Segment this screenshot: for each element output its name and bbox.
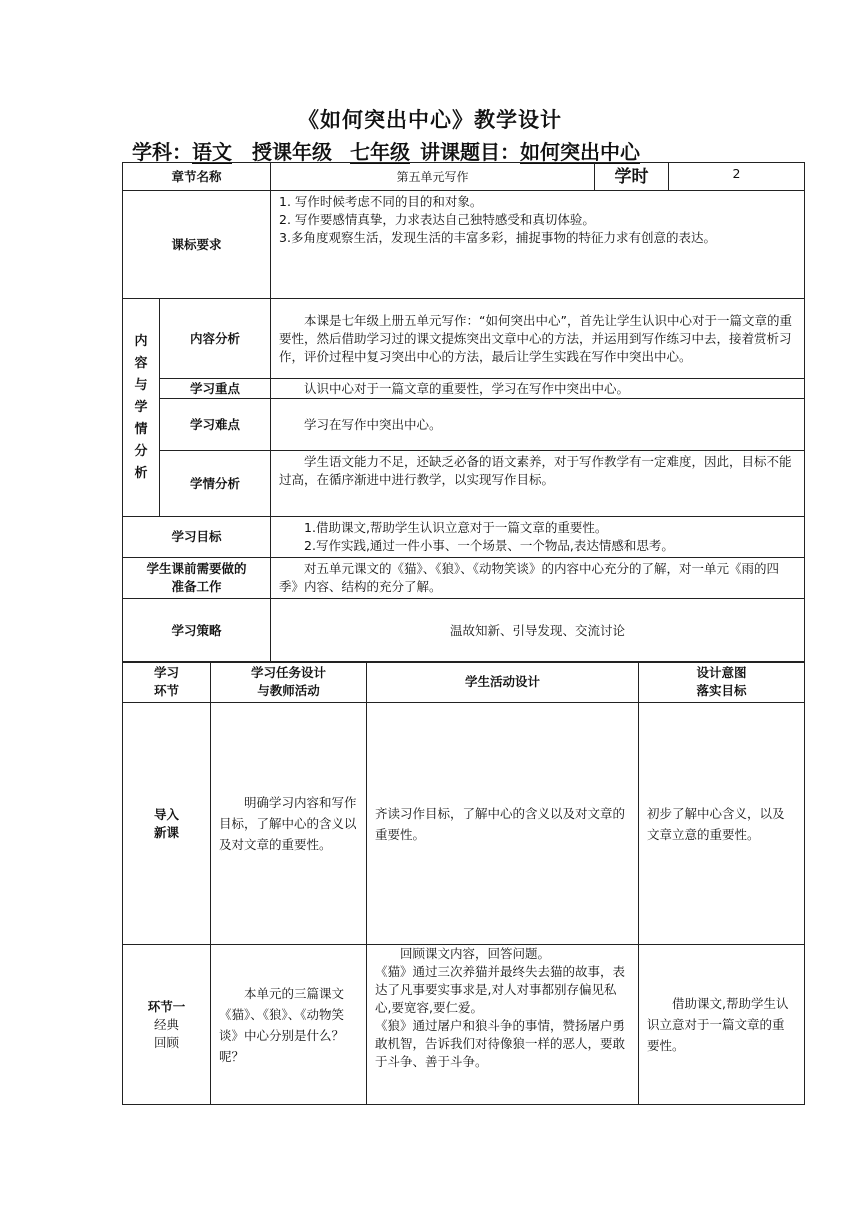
content-row — [123, 299, 805, 379]
hours-label: 学时 — [595, 163, 669, 191]
focus-row — [123, 379, 805, 399]
stage-intro: 导入 新课 — [123, 703, 211, 945]
task-intro: 明确学习内容和写作目标，了解中心的含义以及对文章的重要性。 — [211, 703, 367, 945]
intent-review: 借助课文,帮助学生认识立意对于一篇文章的重要性。 — [639, 945, 805, 1105]
header-task: 学习任务设计 与教师活动 — [211, 662, 367, 703]
student-review: 回顾课文内容，回答问题。 《猫》通过三次养猫并最终失去猫的故事，表达了凡事要实事求是,对人对事都别存偏见私心,要宽容,要仁爱。 《狼》通过屠户和狼斗争的事情，赞扬屠户勇敢机智，告诉我们对待像狼一样的恶人，要敢于斗争、善于斗争。 — [367, 945, 639, 1105]
goals-label: 学习目标 — [123, 517, 271, 558]
subject-value: 语文 — [192, 140, 232, 164]
goal-item: 1.借助课文,帮助学生认识立意对于一篇文章的重要性。 — [304, 520, 608, 535]
situation-label: 学情分析 — [160, 451, 271, 517]
chapter-row — [123, 163, 805, 191]
section-label-content-situation: 内容与学情分析 — [123, 299, 160, 517]
prep-row — [123, 558, 805, 599]
process-row-intro — [123, 703, 805, 945]
header-intent: 设计意图 落实目标 — [639, 662, 805, 703]
process-header-row — [123, 662, 805, 703]
strategy-text: 温故知新、引导发现、交流讨论 — [271, 599, 805, 663]
standard-item: 2. 写作要感情真挚，力求表达自己独特感受和真切体验。 — [279, 212, 595, 227]
chapter-value: 第五单元写作 — [271, 163, 595, 191]
focus-text: 认识中心对于一篇文章的重要性，学习在写作中突出中心。 — [271, 379, 805, 399]
prep-text: 对五单元课文的《猫》、《狼》、《动物笑谈》的内容中心充分的了解，对一单元《雨的四季》内容、结构的充分了解。 — [271, 558, 805, 599]
strategy-row — [123, 599, 805, 663]
intent-intro: 初步了解中心含义，以及文章立意的重要性。 — [639, 703, 805, 945]
difficulty-row — [123, 399, 805, 451]
focus-label: 学习重点 — [160, 379, 271, 399]
difficulty-label: 学习难点 — [160, 399, 271, 451]
subject-label: 学科： — [132, 140, 192, 164]
grade-label: 授课年级 — [252, 140, 332, 164]
topic-value: 如何突出中心 — [520, 140, 640, 164]
process-row-review — [123, 945, 805, 1105]
topic-label: 讲课题目： — [420, 140, 520, 164]
stage-review: 环节一 经典 回顾 — [123, 945, 211, 1105]
header-stage: 学习 环节 — [123, 662, 211, 703]
difficulty-text: 学习在写作中突出中心。 — [271, 399, 805, 451]
header-student-activity: 学生活动设计 — [367, 662, 639, 703]
content-analysis-text: 本课是七年级上册五单元写作：“如何突出中心”，首先让学生认识中心对于一篇文章的重要性，然后借助学习过的课文提炼突出文章中心的方法，并运用到写作练习中去，接着赏析习作，评价过程中复习突出中心的方法，最后让学生实践在写作中突出中心。 — [271, 299, 805, 379]
prep-label: 学生课前需要做的 准备工作 — [123, 558, 271, 599]
standard-item: 1. 写作时候考虑不同的目的和对象。 — [279, 194, 483, 209]
standard-item: 3.多角度观察生活，发现生活的丰富多彩，捕捉事物的特征力求有创意的表达。 — [279, 230, 716, 245]
content-analysis-label: 内容分析 — [160, 299, 271, 379]
goals-content — [271, 517, 805, 558]
document-title: 《如何突出中心》教学设计 — [298, 108, 562, 132]
standard-row — [123, 191, 805, 299]
goal-item: 2.写作实践,通过一件小事、一个场景、一个物品,表达情感和思考。 — [304, 538, 674, 553]
chapter-label: 章节名称 — [123, 163, 271, 191]
task-review: 本单元的三篇课文《猫》、《狼》、《动物笑谈》中心分别是什么？呢？ — [211, 945, 367, 1105]
hours-value: 2 — [669, 163, 805, 191]
teaching-process-table — [122, 661, 805, 1105]
strategy-label: 学习策略 — [123, 599, 271, 663]
course-info-line — [132, 136, 640, 165]
goals-row — [123, 517, 805, 558]
student-intro: 齐读习作目标，了解中心的含义以及对文章的重要性。 — [367, 703, 639, 945]
standard-label: 课标要求 — [123, 191, 271, 299]
grade-value: 七年级 — [350, 140, 410, 164]
lesson-info-table — [122, 162, 805, 663]
standard-content — [271, 191, 805, 299]
situation-text: 学生语文能力不足，还缺乏必备的语文素养，对于写作教学有一定难度，因此，目标不能过高，在循序渐进中进行教学，以实现写作目标。 — [271, 451, 805, 517]
situation-row — [123, 451, 805, 517]
